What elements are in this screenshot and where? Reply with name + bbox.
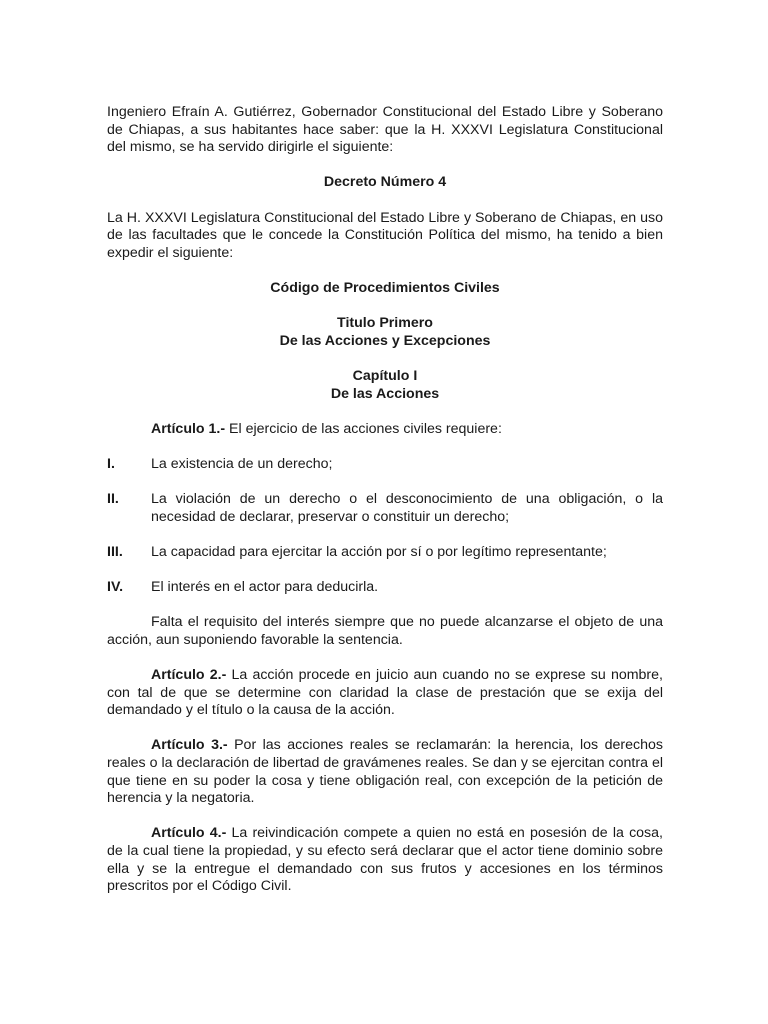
list-item-number: II.: [107, 491, 119, 508]
interest-note: Falta el requisito del interés siempre que no puede alcanzarse el objeto de una acción, aun suponiendo favorable la sentencia.: [107, 614, 663, 648]
title-label: Titulo Primero: [337, 315, 433, 332]
list-item: [107, 579, 663, 597]
article-1-text: El ejercicio de las acciones civiles requiere:: [225, 420, 502, 437]
article-4: [107, 825, 663, 895]
preamble-paragraph: La H. XXXVI Legislatura Constitucional del Estado Libre y Soberano de Chiapas, en uso de las facultades que le concede la Constitución Política del mismo, ha tenido a bien expedir el siguiente:: [107, 209, 663, 261]
chapter-name: De las Acciones: [330, 385, 440, 402]
list-item-text: La violación de un derecho o el desconocimiento de una obligación, o la necesidad de declarar, preservar o constituir un derecho;: [151, 491, 663, 525]
list-item-number: III.: [107, 543, 123, 560]
article-3-text: Por las acciones reales se reclamarán: la herencia, los derechos reales o la declaración de libertad de gravámenes reales. Se dan y se ejercitan contra el que tiene en su poder la cosa y tiene obligación real, con excepción de la petición de herencia y la negatoria.: [107, 737, 663, 807]
list-item-text: La existencia de un derecho;: [151, 455, 333, 472]
list-item-text: El interés en el actor para deducirla.: [151, 579, 379, 596]
article-2: [107, 667, 663, 720]
list-item-number: I.: [107, 455, 115, 472]
article-3-label: Artículo 3.-: [151, 737, 228, 754]
article-4-label: Artículo 4.-: [151, 825, 227, 842]
decree-title: Decreto Número 4: [323, 174, 447, 191]
list-item-text: La capacidad para ejercitar la acción por sí o por legítimo representante;: [151, 543, 607, 560]
intro-paragraph: Ingeniero Efraín A. Gutiérrez, Gobernador Constitucional del Estado Libre y Soberano de Chiapas, a sus habitantes hace saber: que la H. XXXVI Legislatura Constitucional del mismo, se ha servido dirigirle el siguiente:: [107, 104, 663, 156]
chapter-label: Capítulo I: [352, 367, 418, 384]
list-item: [107, 456, 663, 474]
document-page: [107, 104, 663, 896]
title-name: De las Acciones y Excepciones: [279, 332, 491, 349]
article-1: [107, 421, 663, 439]
article-1-label: Artículo 1.-: [151, 420, 226, 437]
list-item-number: IV.: [107, 579, 124, 596]
article-3: [107, 737, 663, 807]
article-2-text: La acción procede en juicio aun cuando no se exprese su nombre, con tal de que se determine con claridad la clase de prestación que se exija del demandado y el título o la causa de la acción.: [107, 667, 663, 719]
list-item: [107, 491, 663, 526]
article-2-label: Artículo 2.-: [151, 667, 227, 683]
list-item: [107, 544, 663, 562]
code-title: Código de Procedimientos Civiles: [270, 279, 500, 296]
article-4-text: La reivindicación compete a quien no está en posesión de la cosa, de la cual tiene la propiedad, y su efecto será declarar que el actor tiene dominio sobre ella y se la entregue el demandado con sus frutos y accesiones en los términos prescritos por el Código Civil.: [107, 825, 663, 895]
